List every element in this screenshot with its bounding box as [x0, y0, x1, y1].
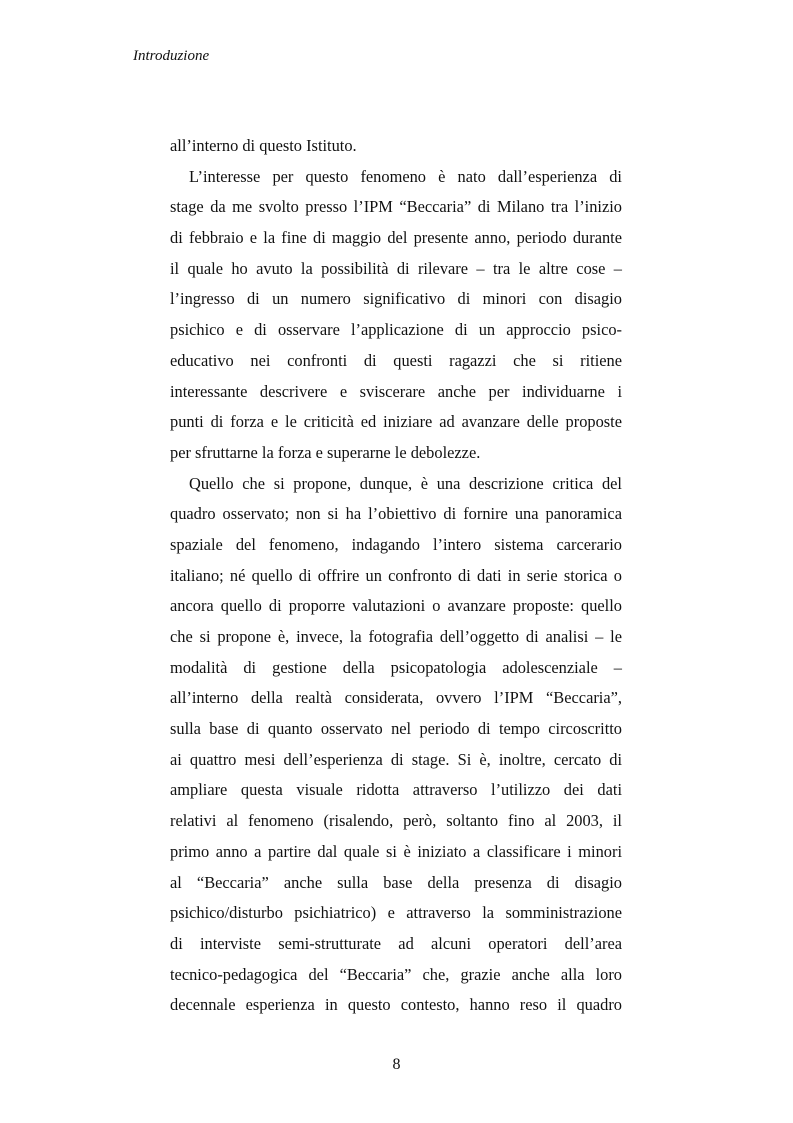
text-line: interessante descrivere e sviscerare anche per individuarne i: [170, 381, 622, 401]
running-header: Introduzione: [133, 48, 210, 64]
text-line: ai quattro mesi dell’esperienza di stage. Si è, inoltre, cercato di: [170, 749, 622, 769]
text-line: al “Beccaria” anche sulla base della presenza di disagio: [170, 872, 622, 892]
text-line: italiano; né quello di offrire un confronto di dati in serie storica o: [170, 565, 622, 585]
text-line: che si propone è, invece, la fotografia dell’oggetto di analisi – le: [170, 627, 622, 646]
text-line: modalità di gestione della psicopatologia adolescenziale –: [170, 657, 622, 677]
text-line: all’interno di questo Istituto.: [170, 136, 357, 155]
text-line: ampliare questa visuale ridotta attraverso l’utilizzo dei dati: [170, 780, 622, 800]
text-line: di interviste semi-strutturate ad alcuni operatori dell’area: [170, 933, 622, 953]
text-line: sulla base di quanto osservato nel periodo di tempo circoscritto: [170, 719, 622, 739]
text-line: all’interno della realtà considerata, ovvero l’IPM “Beccaria”,: [170, 688, 622, 708]
text-line: quadro osservato; non si ha l’obiettivo di fornire una panoramica: [170, 504, 622, 524]
text-line: decennale esperienza in questo contesto, hanno reso il quadro: [170, 995, 622, 1015]
text-line: punti di forza e le criticità ed iniziare ad avanzare delle proposte: [170, 412, 622, 432]
text-line: tecnico-pedagogica del “Beccaria” che, grazie anche alla loro: [170, 964, 622, 984]
text-line: psichico/disturbo psichiatrico) e attraverso la somministrazione: [170, 903, 622, 923]
body-text: [170, 131, 622, 1021]
text-line: spaziale del fenomeno, indagando l’intero sistema carcerario: [170, 534, 622, 554]
text-line: relativi al fenomeno (risalendo, però, soltanto fino al 2003, il: [170, 811, 622, 831]
text-line: psichico e di osservare l’applicazione di un approccio psico-: [170, 320, 622, 340]
text-line: Quello che si propone, dunque, è una descrizione critica del: [189, 473, 622, 493]
text-line: ancora quello di proporre valutazioni o avanzare proposte: quello: [170, 596, 622, 616]
text-line: stage da me svolto presso l’IPM “Beccaria” di Milano tra l’inizio: [170, 197, 622, 217]
text-line: l’ingresso di un numero significativo di minori con disagio: [170, 289, 622, 309]
text-line: per sfruttarne la forza e superarne le debolezze.: [170, 442, 481, 462]
text-line: primo anno a partire dal quale si è iniziato a classificare i minori: [170, 841, 622, 861]
text-line: L’interesse per questo fenomeno è nato dall’esperienza di: [189, 166, 622, 186]
page-number: 8: [392, 1056, 401, 1073]
text-line: di febbraio e la fine di maggio del presente anno, periodo durante: [170, 228, 622, 248]
text-line: educativo nei confronti di questi ragazzi che si ritiene: [170, 350, 622, 370]
text-line: il quale ho avuto la possibilità di rilevare – tra le altre cose –: [170, 258, 622, 278]
